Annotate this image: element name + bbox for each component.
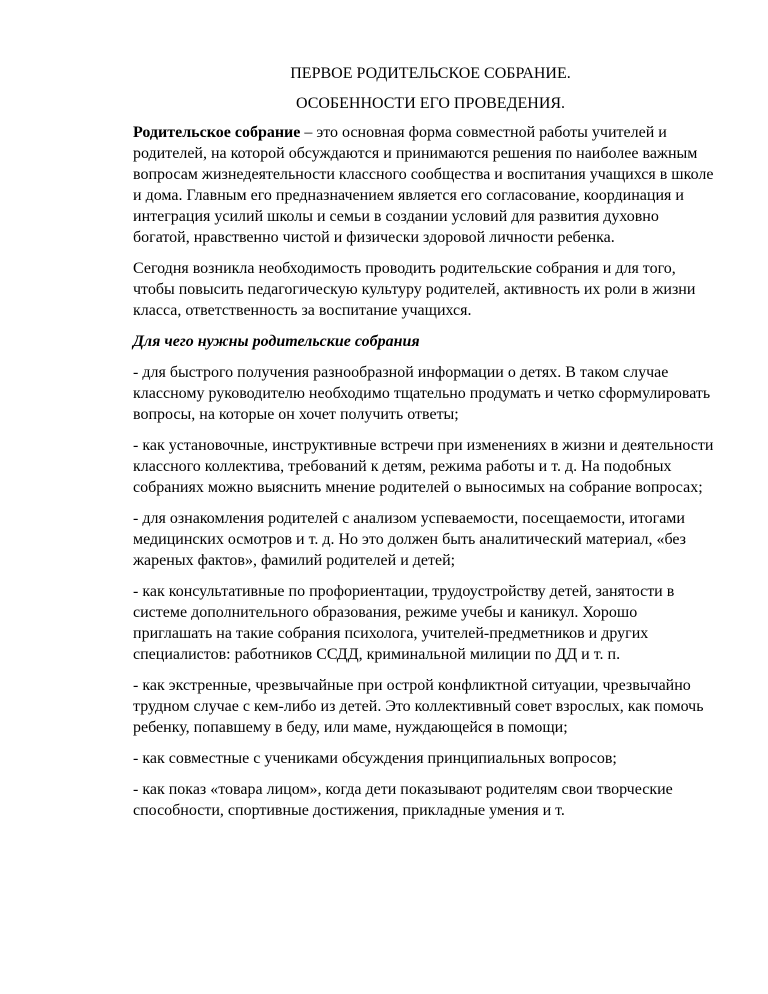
- document-title-line1: ПЕРВОЕ РОДИТЕЛЬСКОЕ СОБРАНИЕ.: [290, 65, 571, 82]
- list-item: - как показ «товара лицом», когда дети показывают родителям свои творческие способности, спортивные достижения, прикладные умения и т.: [133, 781, 673, 819]
- list-item: - как консультативные по профориентации, трудоустройству детей, занятости в системе дополнительного образования, режиме учебы и каникул. Хорошо приглашать на такие собрания психолога, учителей-предметников и других специалистов: работников ССДД, криминальной милиции по ДД и т. п.: [133, 583, 675, 663]
- paragraph-2: Сегодня возникла необходимость проводить родительские собрания и для того, чтобы повысить педагогическую культуру родителей, активность их роли в жизни класса, ответственность за воспитание учащихся.: [133, 260, 696, 319]
- list-item: - как установочные, инструктивные встречи при изменениях в жизни и деятельности классного коллектива, требований к детям, режима работы и т. д. На подобных собраниях можно выяснить мнение родителей о выносимых на собрание вопросах;: [133, 437, 714, 496]
- list-item: - для быстрого получения разнообразной информации о детях. В таком случае классному руководителю необходимо тщательно продумать и четко сформулировать вопросы, на которые он хочет получить ответы;: [133, 364, 711, 423]
- intro-paragraph: [133, 122, 714, 248]
- document-title-line2: ОСОБЕННОСТИ ЕГО ПРОВЕДЕНИЯ.: [295, 95, 566, 112]
- intro-term: Родительское собрание: [133, 124, 301, 141]
- list-item: - для ознакомления родителей с анализом успеваемости, посещаемости, итогами медицинских осмотров и т. д. Но это должен быть аналитический материал, «без жареных фактов», фамилий родителей и детей;: [133, 510, 686, 569]
- section-heading: Для чего нужны родительские собрания: [133, 333, 420, 350]
- list-item: - как экстренные, чрезвычайные при острой конфликтной ситуации, чрезвычайно трудном случае с кем-либо из детей. Это коллективный совет взрослых, как помочь ребенку, попавшему в беду, или маме, нуждающейся в помощи;: [133, 677, 704, 736]
- list-item: - как совместные с учениками обсуждения принципиальных вопросов;: [133, 750, 617, 767]
- intro-text: – это основная форма совместной работы учителей и родителей, на которой обсуждаются и принимаются решения по наиболее важным вопросам жизнедеятельности классного сообщества и воспитания учащихся в школе и дома. Главным его предназначением является его согласование, координация и интеграция усилий школы и семьи в создании условий для развития духовно богатой, нравственно чистой и физически здоровой личности ребенка.: [133, 124, 714, 246]
